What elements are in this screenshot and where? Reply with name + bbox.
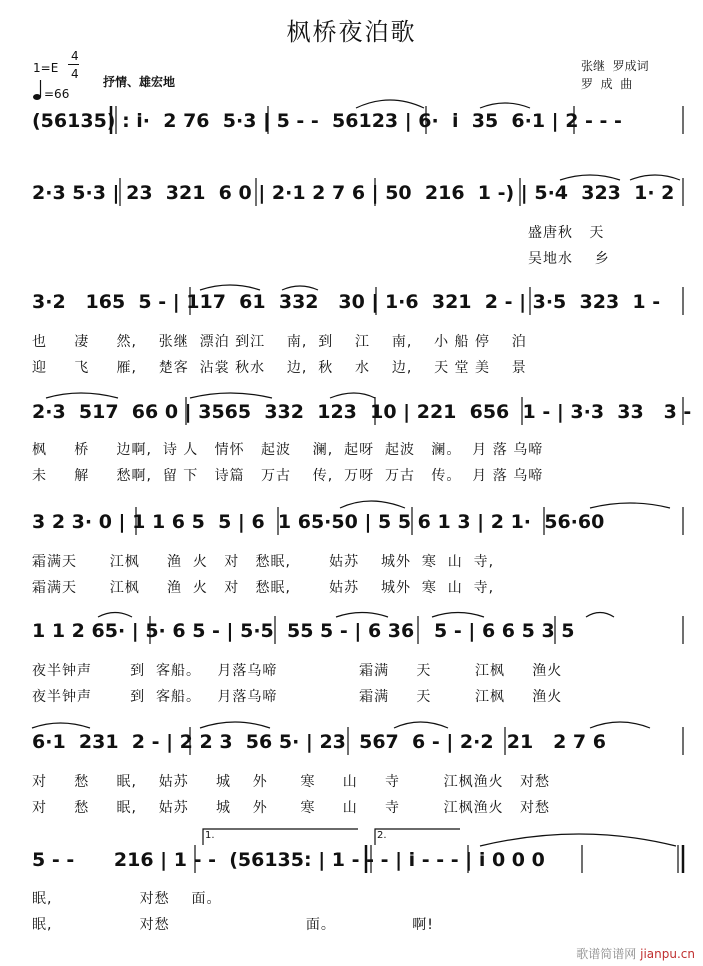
time-signature-bottom: 4 <box>71 67 79 81</box>
lyrics-row-7-verse-2: 对 愁 眠, 姑苏 城 外 寒 山 寺 江枫渔火 对愁 <box>32 800 550 816</box>
notes-row-5: 3 2 3· 0 | 1 1 6 5 5 | 6 1 65·50 | 5 5 6 1 3 | 2 1· 56·60 <box>32 511 605 533</box>
notes-row-7: 6·1 231 2 - | 2 2 3 56 5· | 23 567 6 - | 2·2 21 2 7 6 <box>32 731 606 753</box>
tempo-marking: =66 <box>44 87 70 101</box>
notes-row-8: 5 - - 216 | 1 - - (56135: | 1 - - - | i - - - | i 0 0 0 <box>32 849 545 871</box>
lyrics-row-6-verse-2: 夜半钟声 到 客船。 月落乌啼 霜满 天 江枫 渔火 <box>32 689 563 705</box>
page-title: 枫桥夜泊歌 <box>286 18 417 46</box>
notes-row-1: (56135) : i· 2 76 5·3 | 5 - - 56123 | 6· i 35 6·1 | 2 - - - <box>32 110 622 132</box>
lyrics-row-4-verse-2: 未 解 愁啊, 留 下 诗篇 万古 传, 万呀 万古 传。 月 落 乌啼 <box>32 468 544 484</box>
watermark-site: jianpu.cn <box>640 947 695 961</box>
notes-row-4: 2·3 517 66 0 | 3565 332 123 10 | 221 656 1 - | 3·3 33 3 - <box>32 401 692 423</box>
notes-row-2: 2·3 5·3 | 23 321 6 0 | 2·1 2 7 6 | 50 216 1 -) | 5·4 323 1· 2 <box>32 182 675 204</box>
time-signature-top: 4 <box>71 49 79 63</box>
lyrics-row-5-verse-1: 霜满天 江枫 渔 火 对 愁眠, 姑苏 城外 寒 山 寺, <box>32 554 495 570</box>
notes-row-6: 1 1 2 65· | 5· 6 5 - | 5·5 55 5 - | 6 36 5 - | 6 6 5 3 5 <box>32 620 575 642</box>
ending-bracket-2-label: 2. <box>377 830 387 841</box>
composer-credit: 罗 成 曲 <box>581 77 633 91</box>
lyrics-row-8-verse-2: 眠, 对愁 面。 啊! <box>32 917 434 933</box>
lyrics-row-5-verse-2: 霜满天 江枫 渔 火 对 愁眠, 姑苏 城外 寒 山 寺, <box>32 580 495 596</box>
ending-bracket-1-label: 1. <box>205 830 215 841</box>
expression-marking: 抒情、雄宏地 <box>103 75 176 89</box>
lyrics-row-8-verse-1: 眠, 对愁 面。 <box>32 891 222 907</box>
notes-row-3: 3·2 165 5 - | 117 61 332 30 | 1·6 321 2 - | 3·5 323 1 - <box>32 291 661 313</box>
lyricist-credit: 张继 罗成词 <box>581 59 649 73</box>
watermark-prefix: 歌谱简谱网 <box>576 947 637 961</box>
lyrics-row-2-verse-1: 盛唐秋 天 <box>528 225 605 241</box>
lyrics-row-3-verse-1: 也 凄 然, 张继 漂泊 到江 南, 到 江 南, 小 船 停 泊 <box>32 334 527 350</box>
lyrics-row-6-verse-1: 夜半钟声 到 客船。 月落乌啼 霜满 天 江枫 渔火 <box>32 663 563 679</box>
lyrics-row-3-verse-2: 迎 飞 雁, 楚客 沾裳 秋水 边, 秋 水 边, 天 堂 美 景 <box>32 360 527 376</box>
lyrics-row-2-verse-2: 吴地水 乡 <box>528 251 610 267</box>
lyrics-row-7-verse-1: 对 愁 眠, 姑苏 城 外 寒 山 寺 江枫渔火 对愁 <box>32 774 550 790</box>
key-signature: 1=E <box>33 61 59 75</box>
lyrics-row-4-verse-1: 枫 桥 边啊, 诗 人 情怀 起波 澜, 起呀 起波 澜。 月 落 乌啼 <box>32 442 544 458</box>
watermark <box>576 945 695 962</box>
